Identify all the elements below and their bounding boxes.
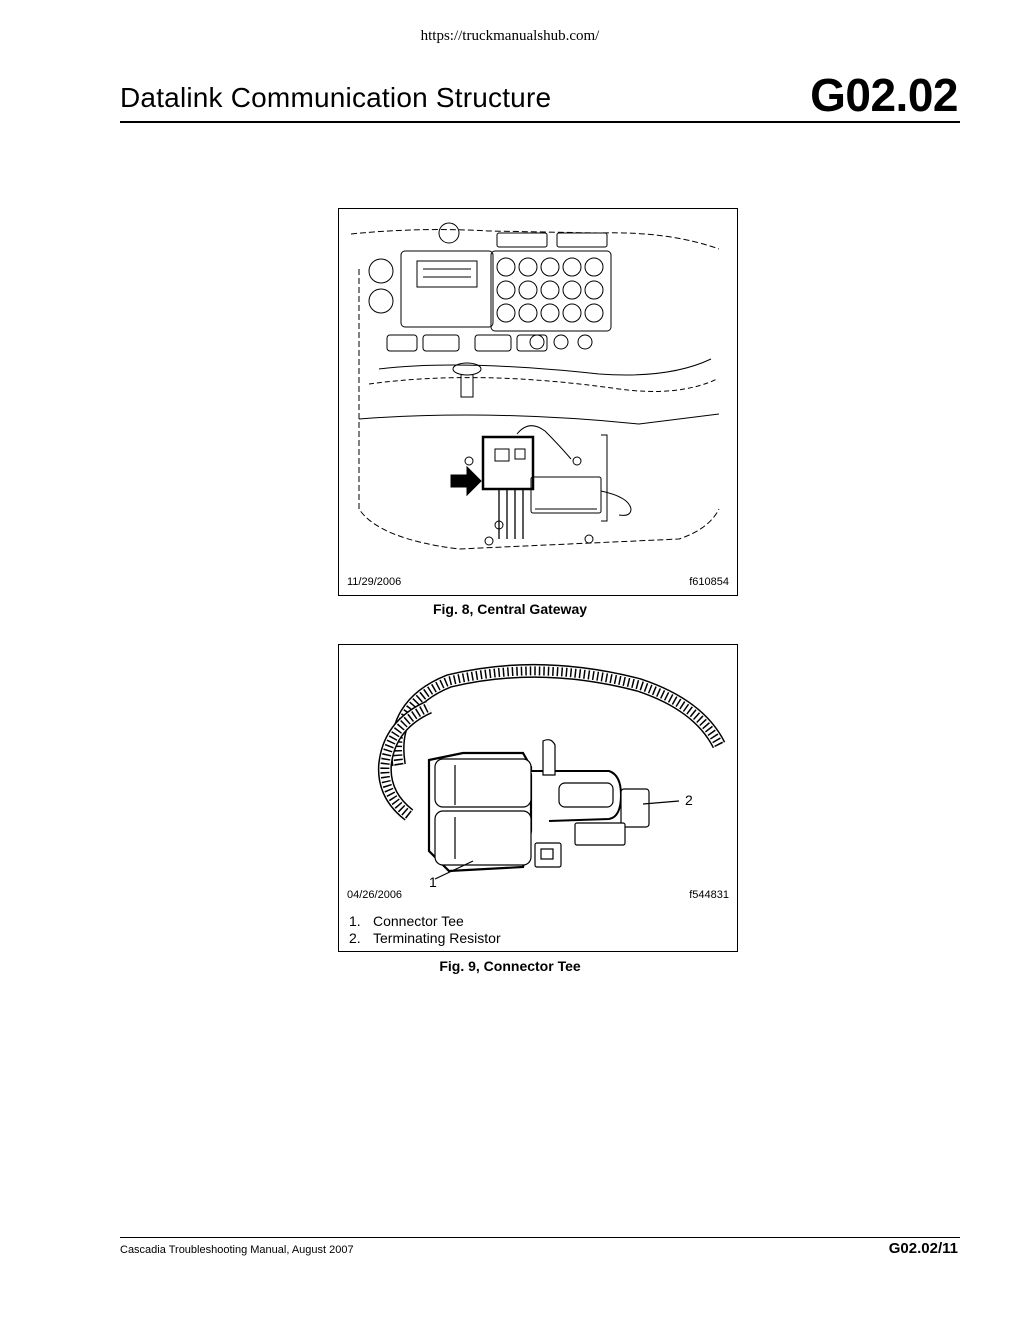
page-title: Datalink Communication Structure bbox=[120, 82, 552, 113]
legend-item bbox=[349, 930, 501, 947]
figure-9-id: f544831 bbox=[689, 889, 729, 901]
legend-number: 2. bbox=[349, 930, 361, 946]
footer-rule bbox=[120, 1237, 960, 1238]
connector-tee-illustration bbox=[339, 645, 737, 885]
central-gateway-illustration bbox=[339, 209, 737, 574]
figure-8-caption: Fig. 8, Central Gateway bbox=[432, 601, 588, 617]
figure-9-date: 04/26/2006 bbox=[347, 889, 403, 901]
footer-page-number: G02.02/11 bbox=[888, 1240, 958, 1257]
section-code: G02.02 bbox=[810, 69, 958, 121]
callout-1: 1 bbox=[429, 874, 437, 890]
legend-label: Connector Tee bbox=[373, 913, 464, 929]
callout-2: 2 bbox=[685, 792, 693, 808]
header-rule bbox=[120, 121, 960, 123]
legend-label: Terminating Resistor bbox=[373, 930, 501, 946]
footer-manual-title: Cascadia Troubleshooting Manual, August 2007 bbox=[120, 1244, 354, 1256]
legend-number: 1. bbox=[349, 913, 361, 929]
figure-connector-tee bbox=[338, 644, 738, 952]
figure-9-legend bbox=[349, 913, 501, 947]
legend-item bbox=[349, 913, 501, 930]
figure-8-id: f610854 bbox=[689, 576, 729, 588]
figure-9-caption: Fig. 9, Connector Tee bbox=[439, 958, 581, 974]
figure-8-date: 11/29/2006 bbox=[347, 576, 402, 588]
source-url: https://truckmanualshub.com/ bbox=[420, 28, 600, 44]
figure-central-gateway bbox=[338, 208, 738, 596]
